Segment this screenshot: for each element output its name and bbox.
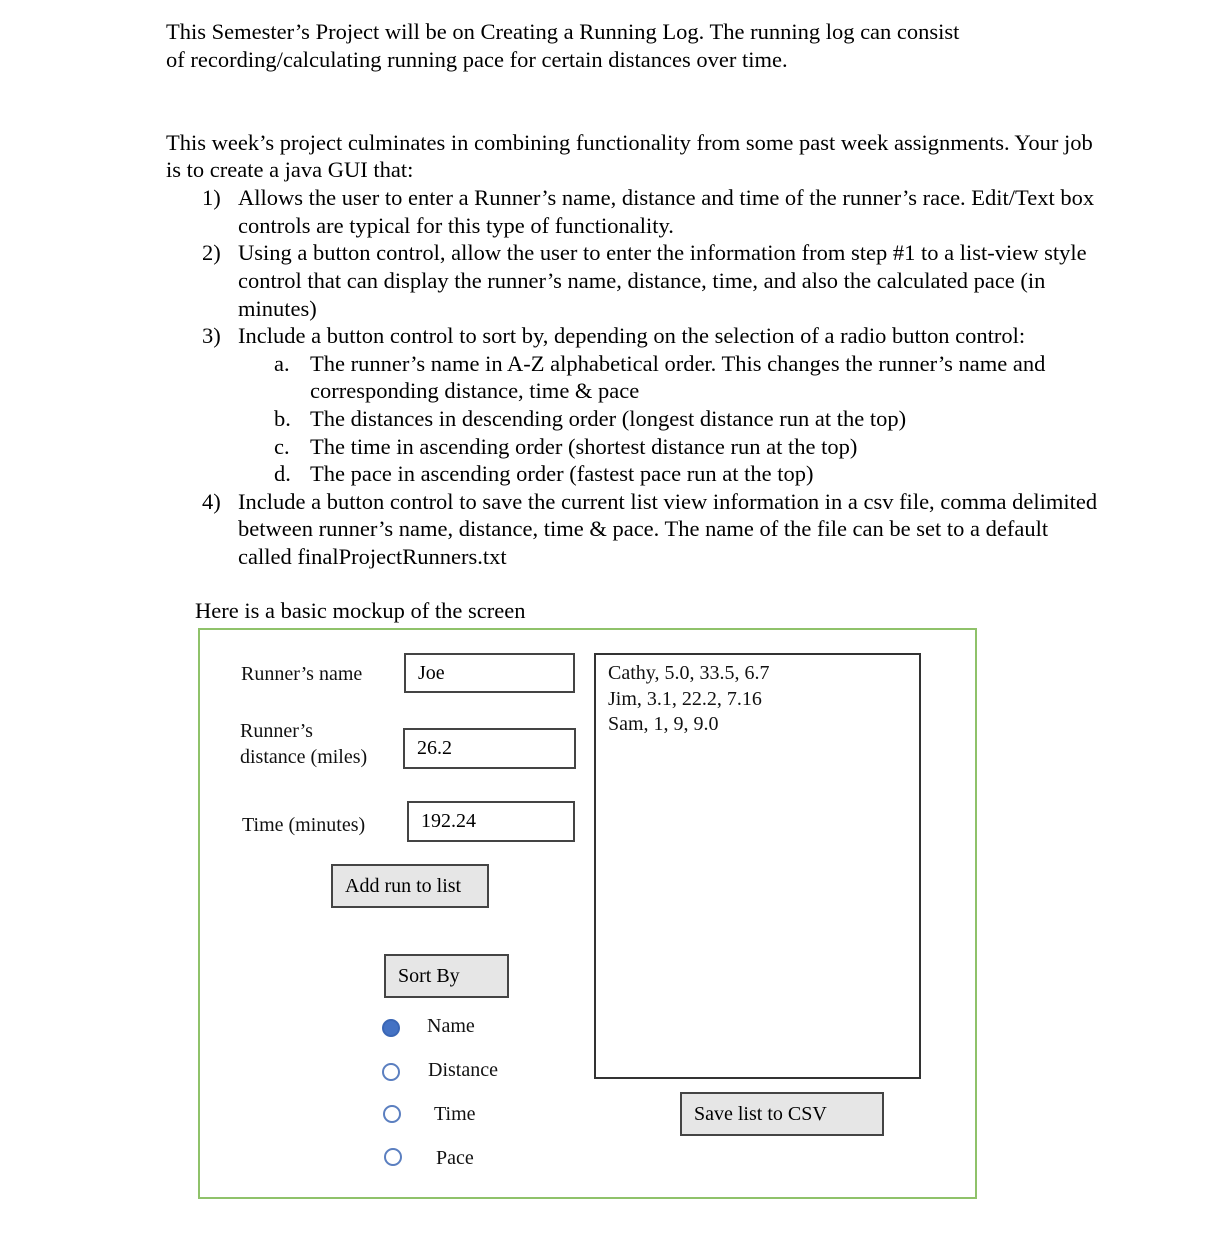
save-csv-button[interactable]: Save list to CSV (680, 1092, 884, 1136)
runner-name-input[interactable]: Joe (404, 653, 575, 693)
item-number: 2) (202, 240, 221, 265)
item-number: 1) (202, 185, 221, 210)
item-line: minutes) (238, 296, 317, 321)
para-line: is to create a java GUI that: (166, 157, 414, 182)
item-line: controls are typical for this type of functionality. (238, 213, 674, 238)
list-item[interactable]: Cathy, 5.0, 33.5, 6.7 (608, 662, 770, 684)
item-line: Allows the user to enter a Runner’s name, distance and time of the runner’s race. Edit/Text box (238, 185, 1095, 210)
sort-by-button[interactable]: Sort By (384, 954, 509, 998)
subitem-letter: a. (274, 351, 290, 376)
runner-distance-label: distance (miles) (240, 746, 368, 768)
time-input[interactable]: 192.24 (407, 801, 575, 842)
item-line: between runner’s name, distance, time & pace. The name of the file can be set to a default (238, 516, 1049, 541)
radio-name-label: Name (427, 1015, 475, 1037)
runner-distance-label: Runner’s (240, 720, 313, 742)
subitem-line: corresponding distance, time & pace (310, 378, 640, 403)
runs-list-view[interactable] (594, 653, 921, 1079)
add-run-button[interactable]: Add run to list (331, 864, 489, 908)
item-line: control that can display the runner’s name, distance, time, and also the calculated pace (in (238, 268, 1046, 293)
time-label: Time (minutes) (242, 814, 366, 836)
radio-pace[interactable] (384, 1148, 402, 1166)
intro-line: This Semester’s Project will be on Creating a Running Log. The running log can consist (166, 19, 960, 44)
radio-distance-label: Distance (428, 1059, 498, 1081)
item-line: Using a button control, allow the user to enter the information from step #1 to a list-view style (238, 240, 1087, 265)
item-line: called finalProjectRunners.txt (238, 544, 507, 569)
subitem-letter: d. (274, 461, 291, 486)
subitem-letter: c. (274, 434, 290, 459)
subitem-letter: b. (274, 406, 291, 431)
radio-name[interactable] (382, 1019, 400, 1037)
radio-time-label: Time (434, 1103, 476, 1125)
radio-distance[interactable] (382, 1063, 400, 1081)
subitem-line: The runner’s name in A-Z alphabetical order. This changes the runner’s name and (310, 351, 1046, 376)
runner-name-label: Runner’s name (241, 663, 363, 685)
radio-pace-label: Pace (436, 1147, 474, 1169)
radio-time[interactable] (383, 1105, 401, 1123)
mockup-caption: Here is a basic mockup of the screen (195, 598, 526, 623)
para-line: This week’s project culminates in combining functionality from some past week assignments. Your job (166, 130, 1093, 155)
subitem-line: The time in ascending order (shortest distance run at the top) (310, 434, 858, 459)
list-item[interactable]: Jim, 3.1, 22.2, 7.16 (608, 688, 762, 710)
item-number: 3) (202, 323, 221, 348)
item-number: 4) (202, 489, 221, 514)
item-line: Include a button control to sort by, depending on the selection of a radio button control: (238, 323, 1026, 348)
subitem-line: The pace in ascending order (fastest pace run at the top) (310, 461, 814, 486)
list-item[interactable]: Sam, 1, 9, 9.0 (608, 713, 719, 735)
intro-line: of recording/calculating running pace for certain distances over time. (166, 47, 788, 72)
runner-distance-input[interactable]: 26.2 (403, 728, 576, 769)
subitem-line: The distances in descending order (longest distance run at the top) (310, 406, 907, 431)
item-line: Include a button control to save the current list view information in a csv file, comma delimited (238, 489, 1098, 514)
